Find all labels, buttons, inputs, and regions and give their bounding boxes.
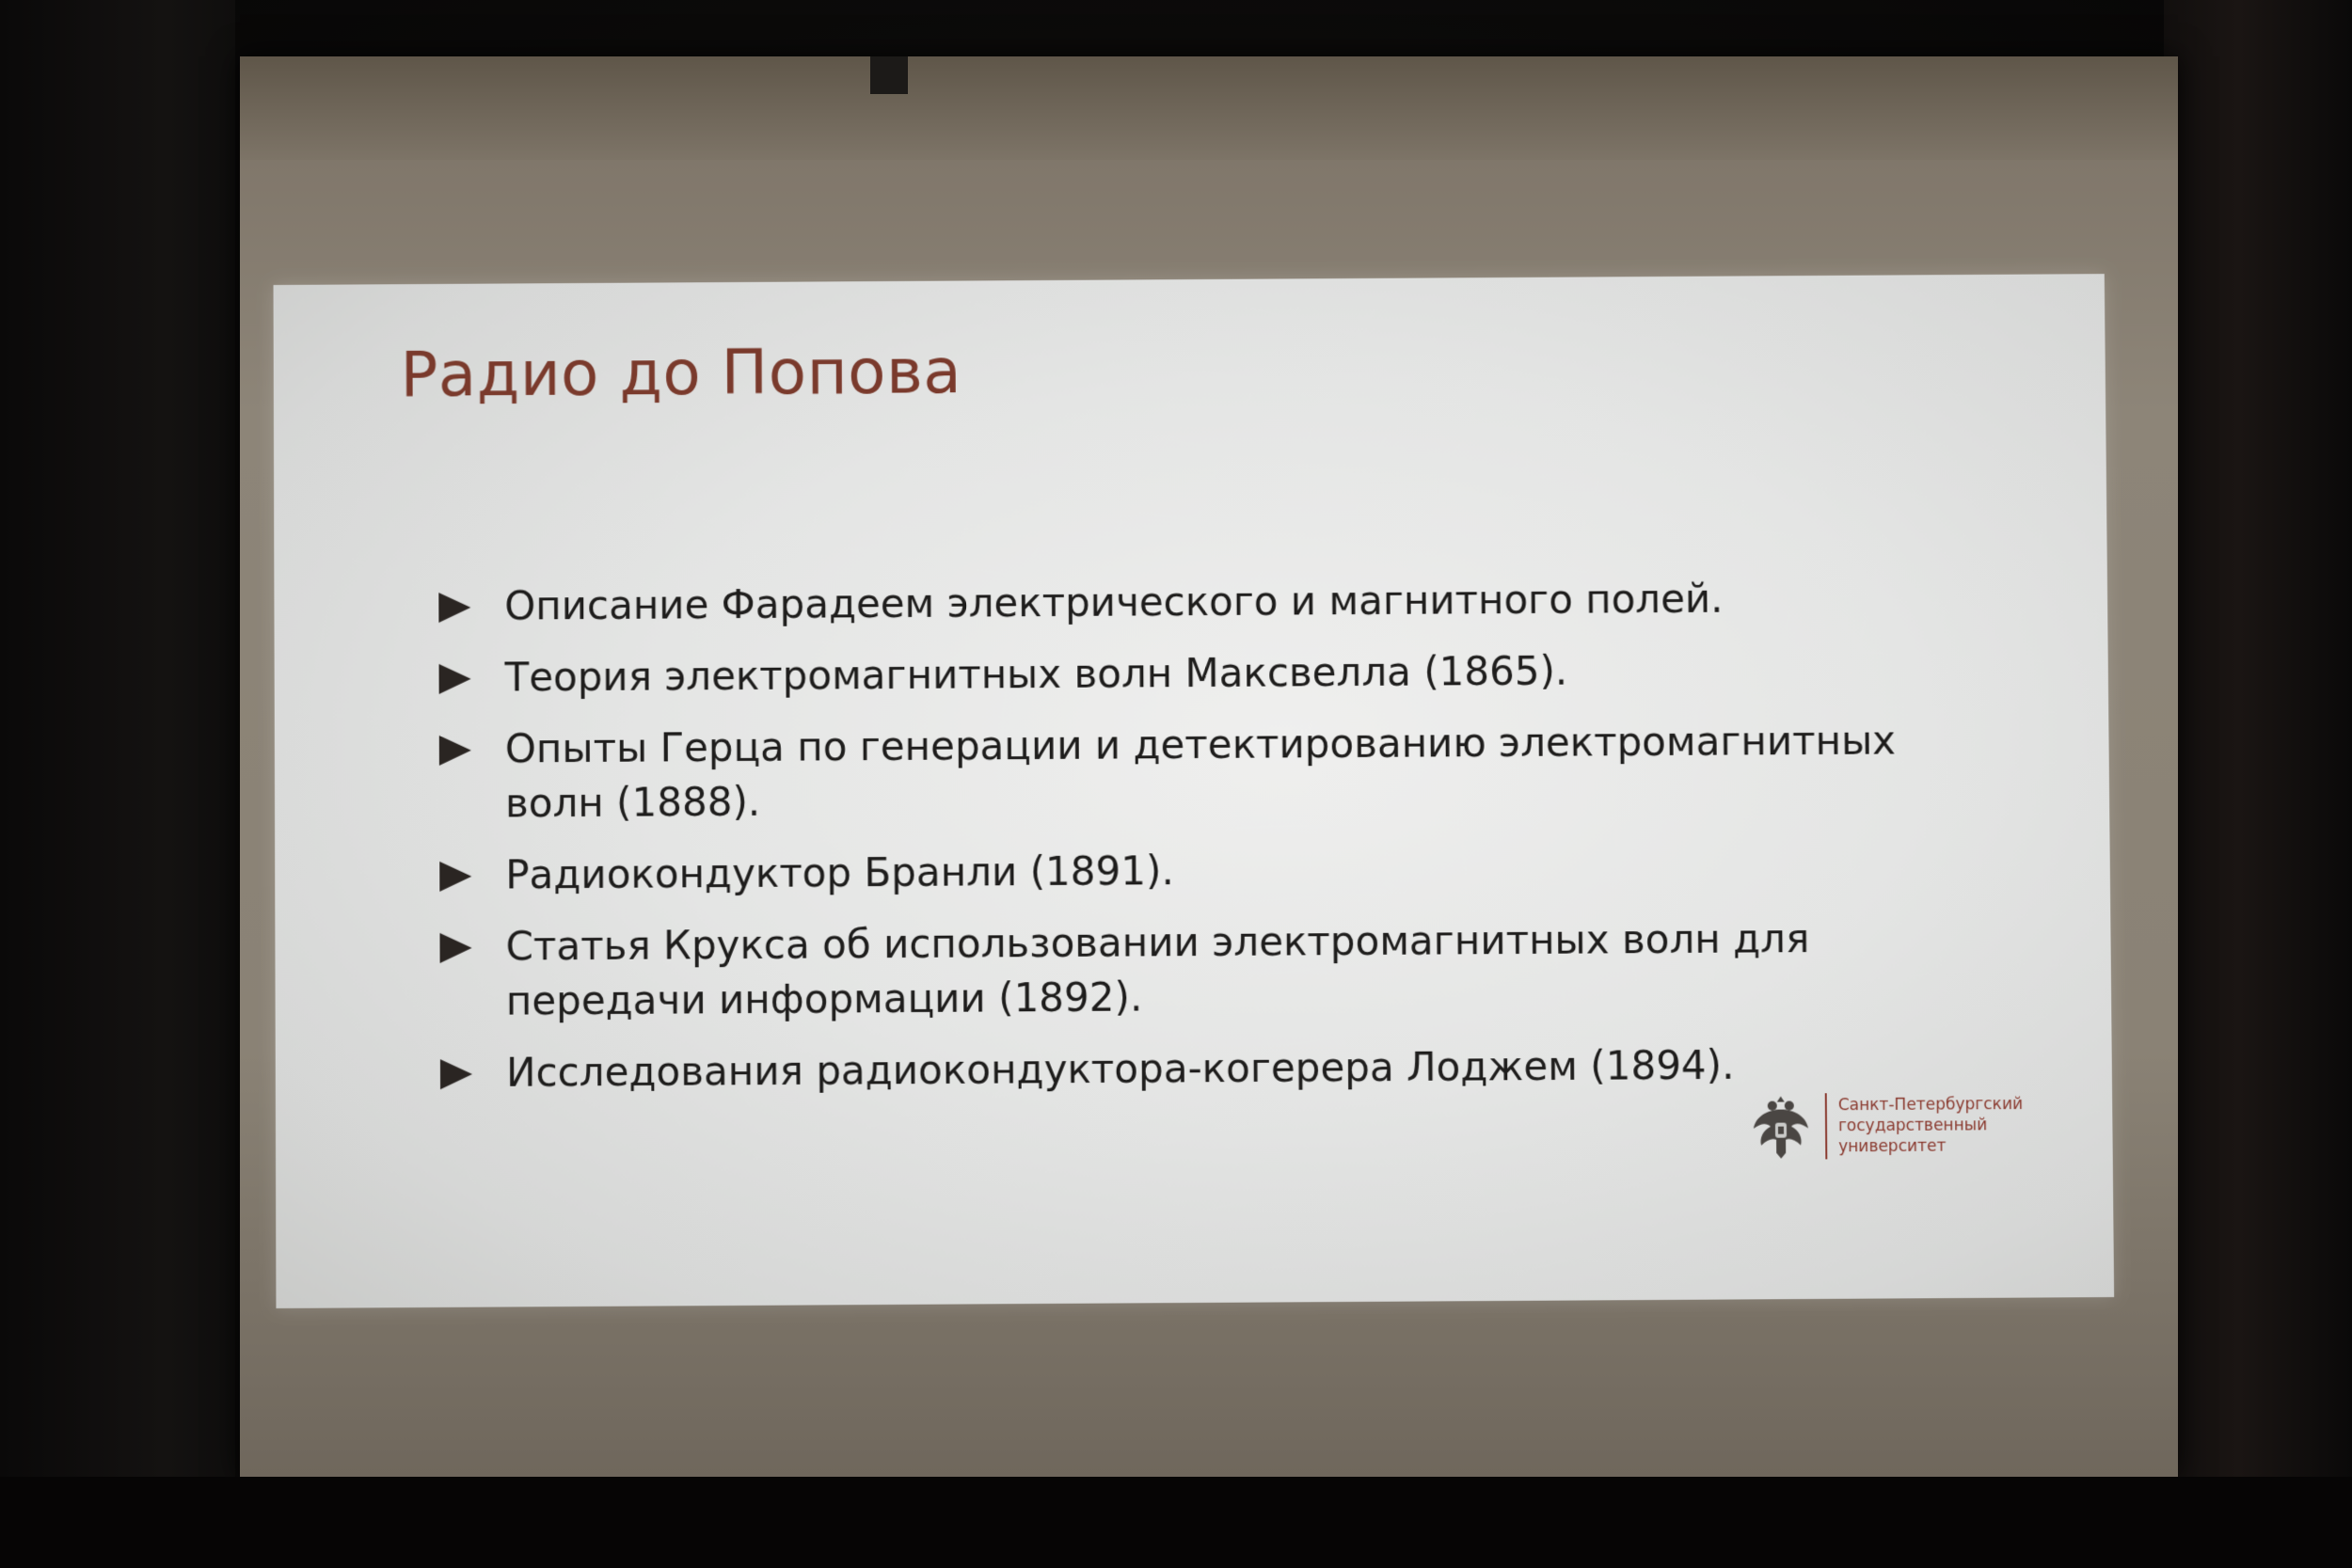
bullet-item <box>439 713 1983 832</box>
left-wall <box>0 0 235 1568</box>
bullet-item <box>438 570 1980 634</box>
logo-text <box>1838 1094 2024 1157</box>
triangle-bullet-icon <box>439 664 471 694</box>
triangle-bullet-icon <box>439 933 471 963</box>
right-wall <box>2164 0 2352 1568</box>
triangle-bullet-icon <box>439 862 471 892</box>
logo-divider <box>1825 1093 1828 1159</box>
bullet-text: Исследования радиокондуктора-когерера Лоджем (1894). <box>505 1041 1735 1096</box>
bullet-item <box>439 911 1984 1029</box>
bullet-text: Опыты Герца по генерации и детектированию электромагнитных волн (1888). <box>504 717 1897 827</box>
triangle-bullet-icon <box>440 1059 472 1089</box>
logo-line: государственный <box>1837 1116 1988 1136</box>
double-headed-eagle-emblem-icon <box>1750 1090 1813 1163</box>
triangle-bullet-icon <box>438 593 470 623</box>
slide-title: Радио до Попова <box>400 335 962 411</box>
bullet-text: Описание Фарадеем электрического и магнитного полей. <box>504 575 1724 629</box>
logo-line: университет <box>1838 1136 1947 1157</box>
screen-mount <box>870 56 908 94</box>
logo-line: Санкт-Петербургский <box>1837 1094 2024 1116</box>
projected-slide <box>274 274 2115 1308</box>
university-logo <box>1750 1089 2024 1163</box>
bullet-item <box>439 839 1983 903</box>
bullet-list <box>438 570 1985 1117</box>
bullet-text: Статья Крукса об использовании электромагнитных волн для передачи информации (1892). <box>505 915 1810 1024</box>
bullet-item <box>438 641 1981 705</box>
triangle-bullet-icon <box>439 736 471 766</box>
bullet-text: Теория электромагнитных волн Максвелла (1865). <box>504 647 1568 701</box>
bullet-text: Радиокондуктор Бранли (1891). <box>505 847 1174 898</box>
stage-floor <box>0 1477 2352 1568</box>
